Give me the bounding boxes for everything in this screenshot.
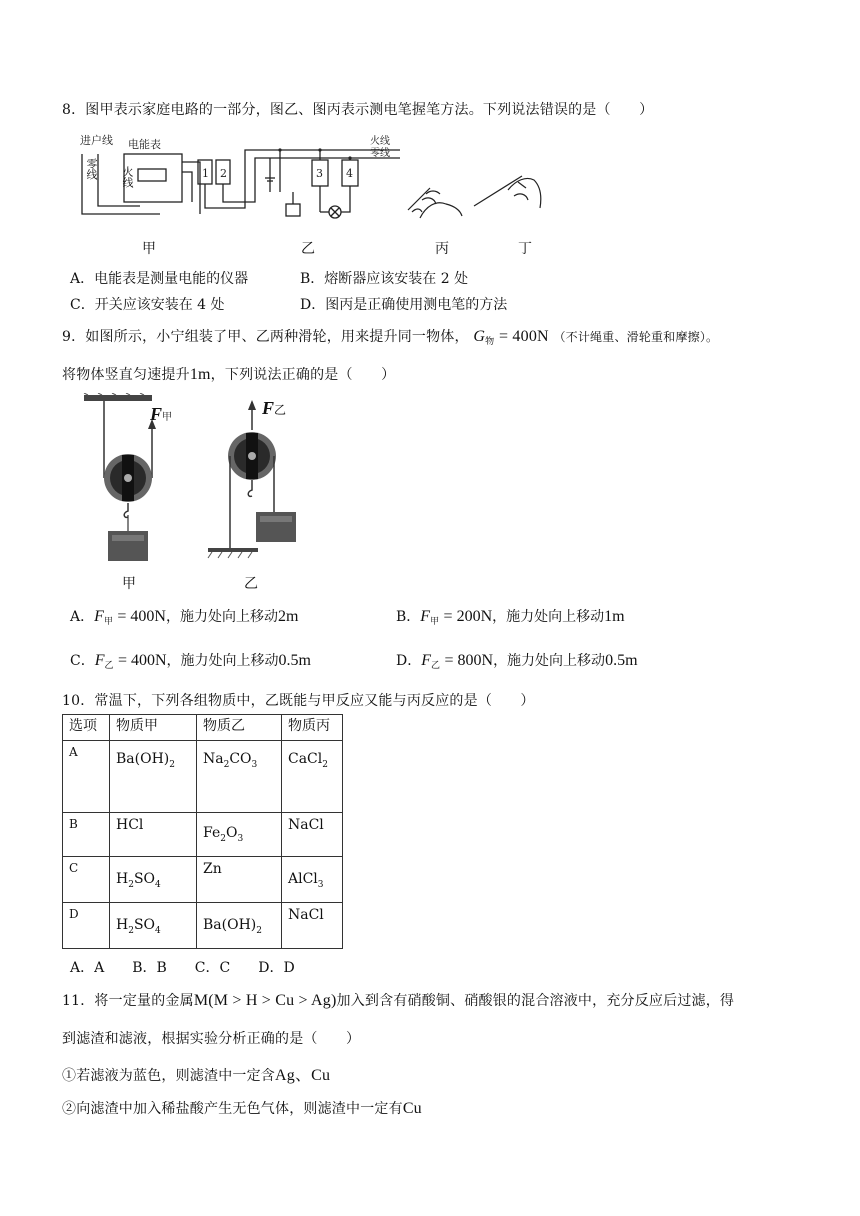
tester-pen-grip-ding (468, 160, 548, 230)
label-live-left: 火线 (121, 166, 134, 188)
q10-table (62, 714, 343, 949)
cell-substance-b: $Fe_2O_3$ (197, 813, 282, 857)
figure-label-yi: 乙 (301, 241, 315, 257)
q10-stem: 10．常温下，下列各组物质中，乙既能与甲反应又能与丙反应的是（ ） (62, 693, 535, 709)
figure-label-ding: 丁 (518, 241, 532, 257)
label-meter: 电能表 (128, 138, 161, 151)
table-row (63, 741, 343, 813)
header-option: 选项 (63, 715, 110, 741)
row-option: C (63, 857, 110, 903)
tester-pen-grip-bing (400, 160, 470, 230)
q9-stem-line1: 9．如图所示，小宁组装了甲、乙两种滑轮，用来提升同一物体， $G_物 = 400N$ （不计绳重、滑轮重和摩擦）。 (62, 328, 719, 347)
header-substance-b: 物质乙 (197, 715, 282, 741)
label-box1: 1 (202, 167, 209, 180)
table-row (63, 813, 343, 857)
figure-label-jia: 甲 (142, 241, 156, 257)
cell-substance-b: Zn (197, 857, 282, 903)
table-row (63, 857, 343, 903)
cell-substance-c: AlCl$_3$ (282, 857, 343, 903)
force-label-yi: F乙 (262, 398, 287, 418)
q9-option-c: C．$F_乙 = 400N$，施力处向上移动0.5m (70, 652, 311, 671)
q9-stem-line2: 将物体竖直匀速提升1m，下列说法正确的是（ ） (62, 366, 396, 383)
cell-substance-b: $Na_2CO_3$ (197, 741, 282, 813)
q10-answers: A．A B．B C．C D．D (70, 960, 295, 976)
q8-option-a: A．电能表是测量电能的仪器 (70, 271, 249, 287)
q11-statement-2: ②向滤渣中加入稀盐酸产生无色气体，则滤渣中一定有Cu (62, 1100, 422, 1117)
label-box2: 2 (220, 167, 227, 180)
figure-label-bing: 丙 (435, 241, 449, 257)
label-live-right: 火线 (370, 136, 390, 147)
label-neutral-left: 零线 (85, 158, 98, 180)
label-box3: 3 (316, 167, 323, 180)
cell-substance-b: $Ba(OH)_2$ (197, 903, 282, 949)
cell-substance-a: HCl (110, 813, 197, 857)
q9-option-d: D．$F_乙 = 800N$，施力处向上移动0.5m (396, 652, 638, 671)
cell-substance-a: $H_2SO_4$ (110, 857, 197, 903)
label-box4: 4 (346, 167, 353, 180)
q9-option-b: B．$F_甲 = 200N$，施力处向上移动1m (396, 608, 625, 627)
table-header-row (63, 715, 343, 741)
header-substance-a: 物质甲 (110, 715, 197, 741)
q9-option-a: A．$F_甲 = 400N$，施力处向上移动2m (70, 608, 299, 627)
cell-substance-c: NaCl (282, 813, 343, 857)
label-neutral-right: 零线 (370, 148, 390, 159)
q8-option-c: C．开关应该安装在 4 处 (70, 297, 225, 313)
q8-option-d: D．图丙是正确使用测电笔的方法 (300, 297, 508, 313)
cell-substance-c: NaCl (282, 903, 343, 949)
q11-stem-line1: 11．将一定量的金属M(M > H > Cu > Ag)加入到含有硝酸铜、硝酸银的混合溶液中，充分反应后过滤，得 (62, 992, 735, 1009)
q8-stem: 8．图甲表示家庭电路的一部分，图乙、图丙表示测电笔握笔方法。下列说法错误的是（ ） (62, 102, 654, 118)
cell-substance-a: $Ba(OH)_2$ (110, 741, 197, 813)
fixed-pulley-diagram (200, 400, 310, 560)
q9-figure-label-jia: 甲 (122, 576, 136, 592)
q11-statement-1: ①若滤液为蓝色，则滤渣中一定含Ag、Cu (62, 1067, 331, 1084)
q11-stem-line2: 到滤渣和滤液，根据实验分析正确的是（ ） (62, 1031, 361, 1047)
table-row (63, 903, 343, 949)
cell-substance-a: $H_2SO_4$ (110, 903, 197, 949)
force-label-jia: F甲 (150, 404, 173, 424)
row-option: B (63, 813, 110, 857)
q8-option-b: B．熔断器应该安装在 2 处 (300, 271, 469, 287)
q9-figure-label-yi: 乙 (244, 576, 258, 592)
row-option: A (63, 741, 110, 813)
row-option: D (63, 903, 110, 949)
cell-substance-c: CaCl$_2$ (282, 741, 343, 813)
label-incoming: 进户线 (80, 134, 113, 147)
header-substance-c: 物质丙 (282, 715, 343, 741)
